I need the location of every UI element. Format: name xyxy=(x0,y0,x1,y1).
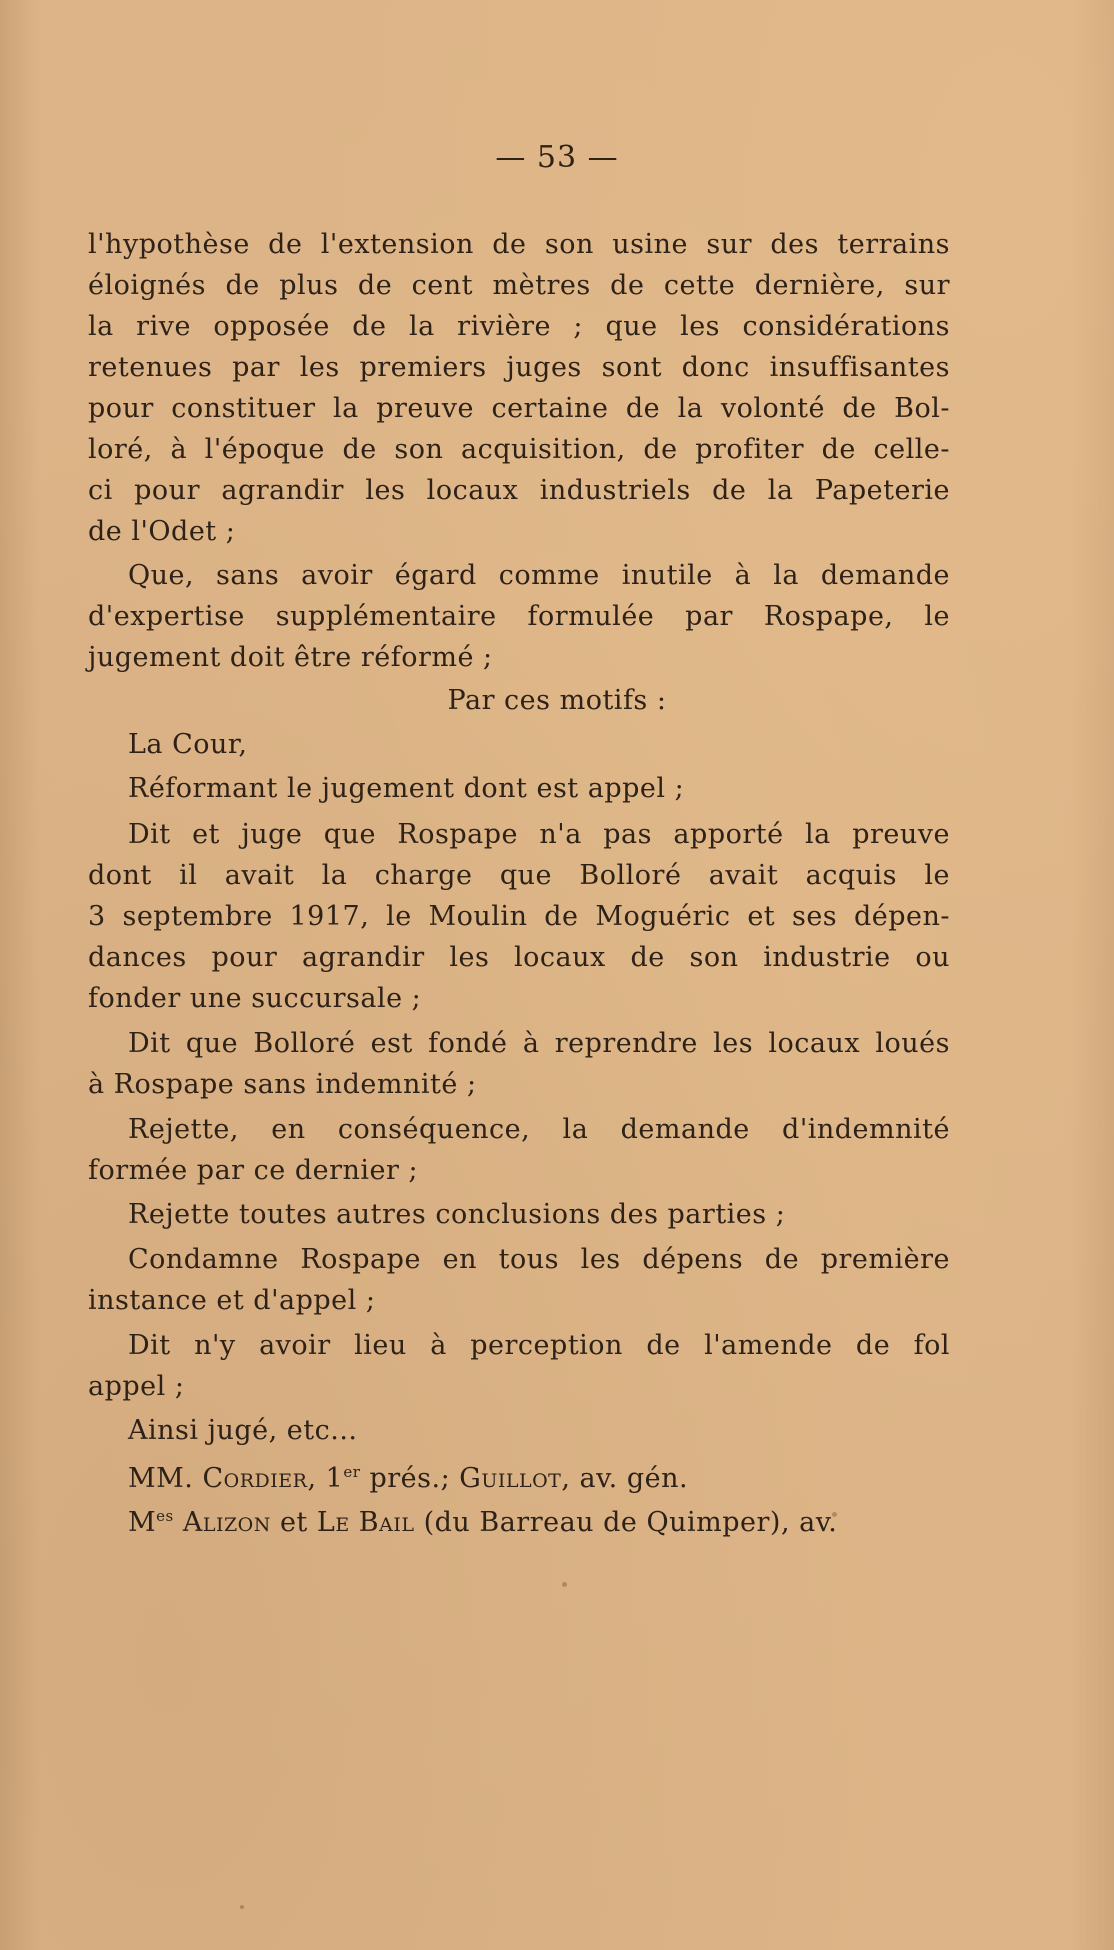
paragraph-start: Condamne Rospape en tous les dépens de première xyxy=(128,1244,950,1275)
section-heading: Par ces motifs : xyxy=(447,685,667,716)
text-line: ci pour agrandir les locaux industriels de la Papeterie xyxy=(88,475,950,506)
text-line: dont il avait la charge que Bolloré avait acquis le xyxy=(88,860,950,891)
text-line: retenues par les premiers juges sont donc insuffisantes xyxy=(88,352,950,383)
counsel-prefix: M xyxy=(128,1507,157,1538)
text-line: appel ; xyxy=(88,1371,185,1402)
president-rank-superscript: er xyxy=(343,1463,361,1481)
counsel-bar: (du Barreau de Quimper), av. xyxy=(423,1507,838,1538)
counsel-line xyxy=(128,1506,950,1540)
paper-blemish xyxy=(832,1512,837,1517)
text-line: l'hypothèse de l'extension de son usine sur des terrains xyxy=(88,229,950,260)
text-line: à Rospape sans indemnité ; xyxy=(88,1069,477,1100)
paragraph-start: Que, sans avoir égard comme inutile à la demande xyxy=(128,560,950,591)
closing-formula: Ainsi jugé, etc... xyxy=(128,1415,358,1446)
text-line: instance et d'appel ; xyxy=(88,1285,376,1316)
avocat-general-title: , av. gén. xyxy=(561,1463,689,1494)
text-line: pour constituer la preuve certaine de la volonté de Bol- xyxy=(88,393,950,424)
paragraph-start: Réformant le jugement dont est appel ; xyxy=(128,773,685,804)
text-line: éloignés de plus de cent mètres de cette dernière, sur xyxy=(88,270,950,301)
text-line: de l'Odet ; xyxy=(88,516,236,547)
paragraph-start: Rejette, en conséquence, la demande d'indemnité xyxy=(128,1114,950,1145)
counsel-name-2: Le Bail xyxy=(316,1507,415,1538)
counsel-name-1: Alizon xyxy=(182,1507,271,1538)
paragraph-start: Dit que Bolloré est fondé à reprendre les locaux loués xyxy=(128,1028,950,1059)
avocat-general-name: Guillot xyxy=(459,1463,562,1494)
paper-blemish xyxy=(562,1582,567,1587)
president-title: prés.; xyxy=(369,1463,451,1494)
text-line: la rive opposée de la rivière ; que les considérations xyxy=(88,311,950,342)
comma: , xyxy=(307,1463,317,1494)
page-number: — 53 — xyxy=(495,140,619,175)
paragraph-start: Rejette toutes autres conclusions des parties ; xyxy=(128,1199,786,1230)
counsel-prefix-superscript: es xyxy=(156,1507,174,1525)
text-line: d'expertise supplémentaire formulée par Rospape, le xyxy=(88,601,950,632)
paragraph-start: Dit et juge que Rospape n'a pas apporté la preuve xyxy=(128,819,950,850)
president-rank: 1 xyxy=(325,1463,344,1494)
magistrates-prefix: MM. xyxy=(128,1463,194,1494)
text-line: jugement doit être réformé ; xyxy=(88,642,493,673)
paragraph-start: Dit n'y avoir lieu à perception de l'amende de fol xyxy=(128,1330,950,1361)
counsel-conjunction: et xyxy=(279,1507,308,1538)
text-line: formée par ce dernier ; xyxy=(88,1155,419,1186)
text-line: dances pour agrandir les locaux de son industrie ou xyxy=(88,942,950,973)
court-label: La Cour, xyxy=(128,729,248,760)
text-line: 3 septembre 1917, le Moulin de Moguéric et ses dépen- xyxy=(88,901,950,932)
text-line: loré, à l'époque de son acquisition, de profiter de celle- xyxy=(88,434,950,465)
text-line: fonder une succursale ; xyxy=(88,983,422,1014)
magistrates-line xyxy=(128,1462,950,1496)
president-name: Cordier xyxy=(202,1463,308,1494)
paper-blemish xyxy=(240,1905,244,1909)
